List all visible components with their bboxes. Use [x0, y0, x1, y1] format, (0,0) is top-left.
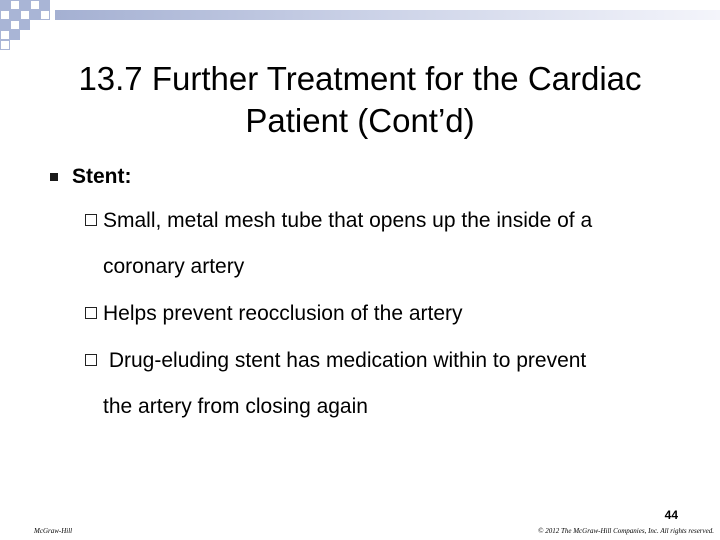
decorative-square: [20, 20, 30, 30]
checkbox-bullet-icon: [85, 214, 97, 226]
sub-bullet-text: Small, metal mesh tube that opens up the inside of a: [103, 209, 593, 232]
decorative-banner: [0, 0, 720, 50]
sub-bullet-3: [85, 338, 685, 430]
copyright-notice: © 2012 The McGraw-Hill Companies, Inc. All rights reserved.: [538, 527, 714, 535]
sub-bullet-1: [85, 198, 685, 290]
decorative-square: [0, 40, 10, 50]
page-number: 44: [664, 508, 678, 522]
decorative-square: [0, 10, 10, 20]
decorative-square: [40, 0, 50, 10]
checkbox-bullet-icon: [85, 307, 97, 319]
sub-bullet-text-continued: coronary artery: [103, 255, 245, 278]
bullet-label: Stent:: [72, 165, 132, 188]
decorative-square: [0, 30, 10, 40]
slide-title-line1: 13.7 Further Treatment for the Cardiac: [78, 60, 642, 97]
decorative-square: [10, 10, 20, 20]
decorative-square: [20, 0, 30, 10]
decorative-square: [30, 10, 40, 20]
decorative-square: [0, 20, 10, 30]
checkbox-bullet-icon: [85, 354, 97, 366]
decorative-gradient-band: [55, 10, 720, 20]
sub-bullet-2: [85, 291, 685, 337]
decorative-square: [0, 0, 10, 10]
sub-bullet-text-continued: the artery from closing again: [103, 395, 368, 418]
slide-title-line2: Patient (Cont’d): [245, 102, 475, 139]
sub-bullet-text: Drug-eluding stent has medication within to prevent: [103, 349, 587, 372]
publisher-label: McGraw-Hill: [34, 527, 73, 535]
decorative-square: [20, 10, 30, 20]
decorative-square: [30, 0, 40, 10]
decorative-square: [40, 10, 50, 20]
sub-bullet-text: Helps prevent reocclusion of the artery: [103, 302, 463, 325]
bullet-square-icon: [50, 173, 58, 181]
decorative-square: [10, 0, 20, 10]
decorative-square: [10, 30, 20, 40]
decorative-square: [10, 20, 20, 30]
slide-title: [0, 58, 720, 142]
